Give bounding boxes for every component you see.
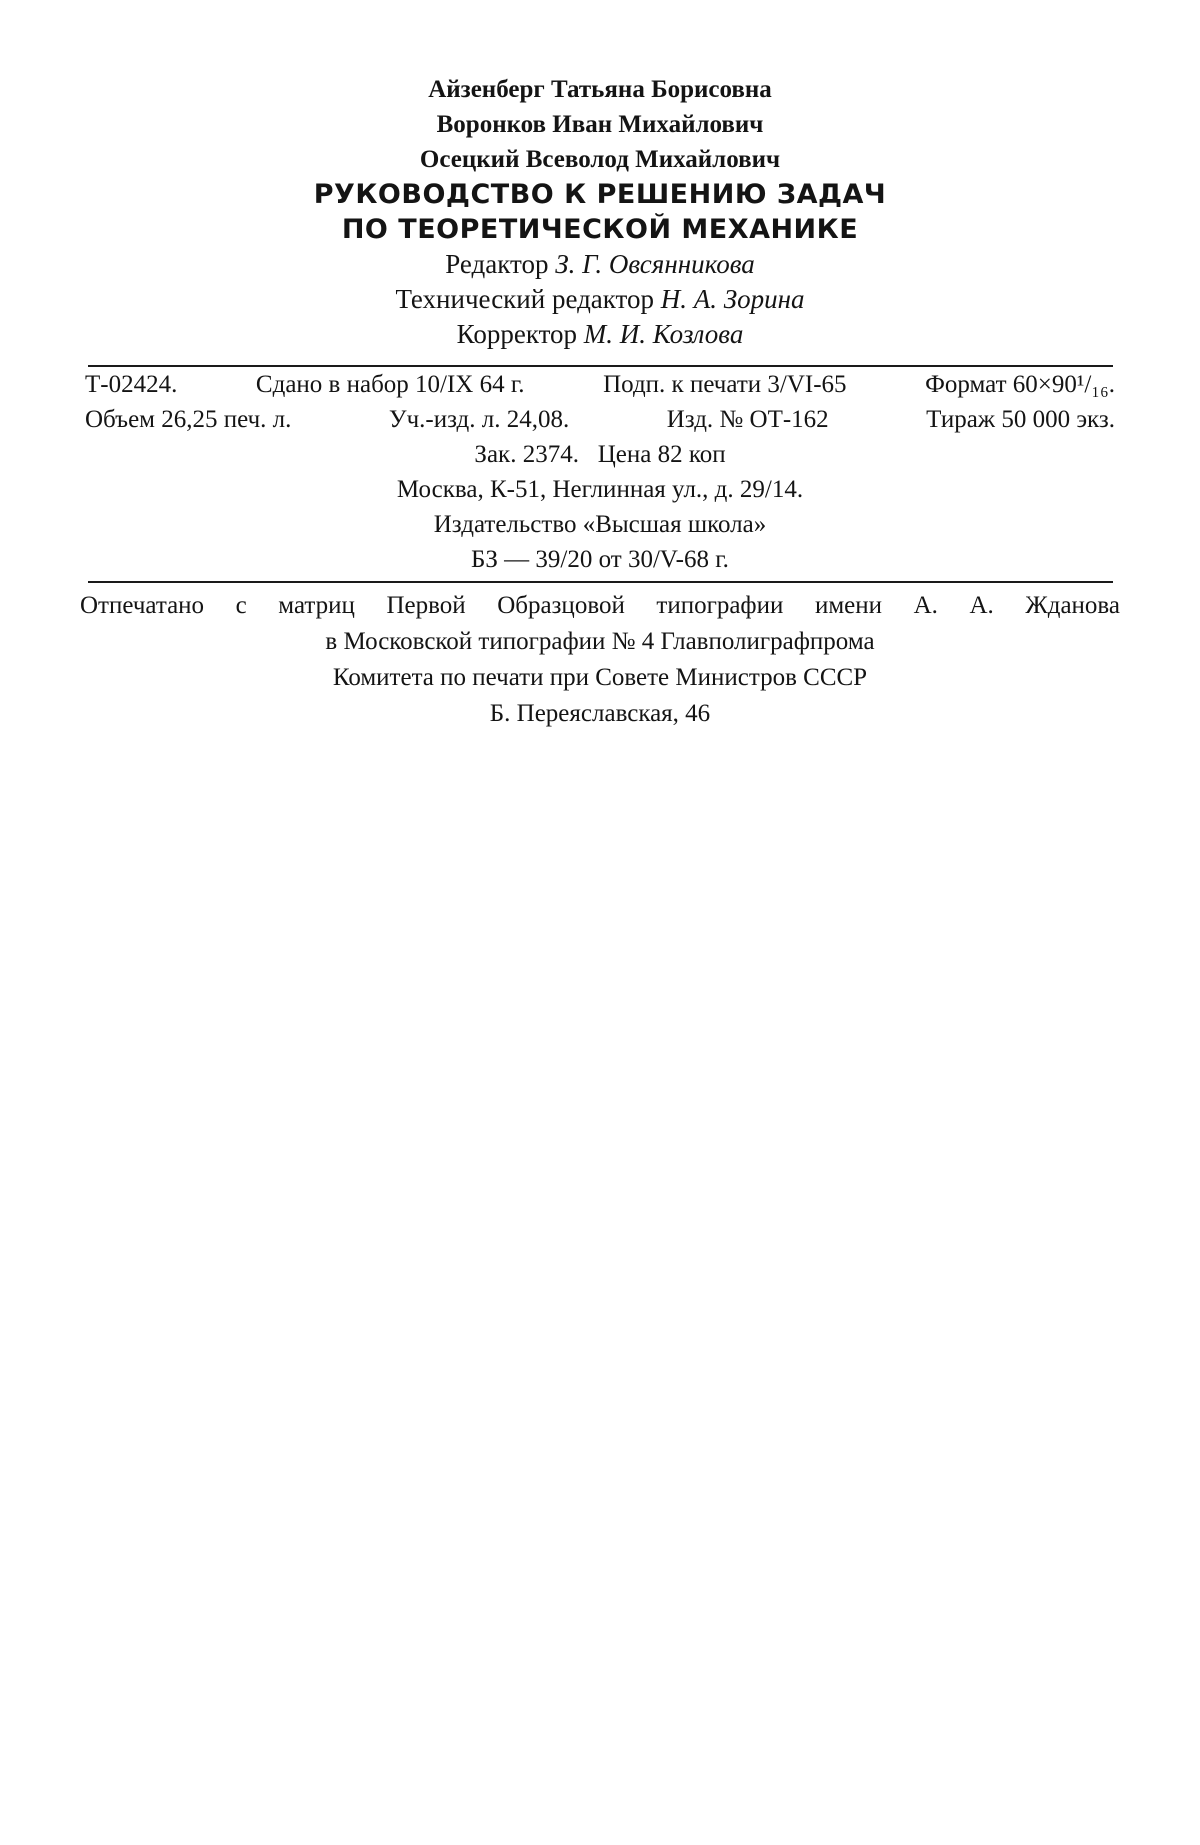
imprint-row-2	[85, 402, 1115, 437]
imprint-block	[0, 367, 1200, 577]
tech-editor-name: Н. А. Зорина	[660, 284, 805, 314]
author-2: Воронков Иван Михайлович	[436, 111, 764, 138]
tech-editor-role: Технический редактор	[395, 284, 654, 314]
order-code: Т-02424.	[85, 371, 178, 398]
printing-line-2: в Московской типографии № 4 Главполиграфпрома	[325, 628, 875, 655]
divider-bottom	[88, 581, 1113, 583]
print-run: Тираж 50 000 экз.	[926, 406, 1115, 433]
publisher-address: Москва, К-51, Неглинная ул., д. 29/14.	[396, 476, 804, 503]
corrector-name: М. И. Козлова	[583, 319, 744, 349]
publication-number: Изд. № ОТ-162	[666, 406, 829, 433]
corrector-line	[0, 317, 1200, 352]
printing-line-4: Б. Переяславская, 46	[489, 700, 711, 727]
order-price: Зак. 2374. Цена 82 коп	[474, 441, 726, 468]
author-1: Айзенберг Татьяна Борисовна	[428, 76, 772, 103]
book-title-line-2: ПО ТЕОРЕТИЧЕСКОЙ МЕХАНИКЕ	[341, 214, 859, 245]
plan-number: БЗ — 39/20 от 30/V-68 г.	[471, 546, 729, 573]
paper-format: Формат 60×90¹/₁₆.	[925, 371, 1115, 398]
corrector-role: Корректор	[456, 319, 578, 349]
editor-line	[0, 247, 1200, 282]
signed-date: Подп. к печати 3/VI-65	[603, 371, 847, 398]
publisher-name: Издательство «Высшая школа»	[433, 511, 767, 538]
editor-role: Редактор	[445, 249, 549, 279]
printing-line-3: Комитета по печати при Совете Министров СССР	[332, 664, 868, 691]
submitted-date: Сдано в набор 10/IX 64 г.	[255, 371, 525, 398]
editor-name: З. Г. Овсянникова	[555, 249, 755, 279]
credits-block	[0, 72, 1200, 352]
printing-line-1: Отпечатано с матриц Первой Образцовой типографии имени А. А. Жданова	[80, 592, 1120, 619]
volume: Объем 26,25 печ. л.	[85, 406, 292, 433]
publication-sheets: Уч.-изд. л. 24,08.	[388, 406, 570, 433]
tech-editor-line	[0, 282, 1200, 317]
book-title-line-1: РУКОВОДСТВО К РЕШЕНИЮ ЗАДАЧ	[313, 179, 887, 210]
author-3: Осецкий Всеволод Михайлович	[419, 146, 781, 173]
printing-block	[0, 588, 1200, 732]
imprint-row-1	[85, 367, 1115, 402]
